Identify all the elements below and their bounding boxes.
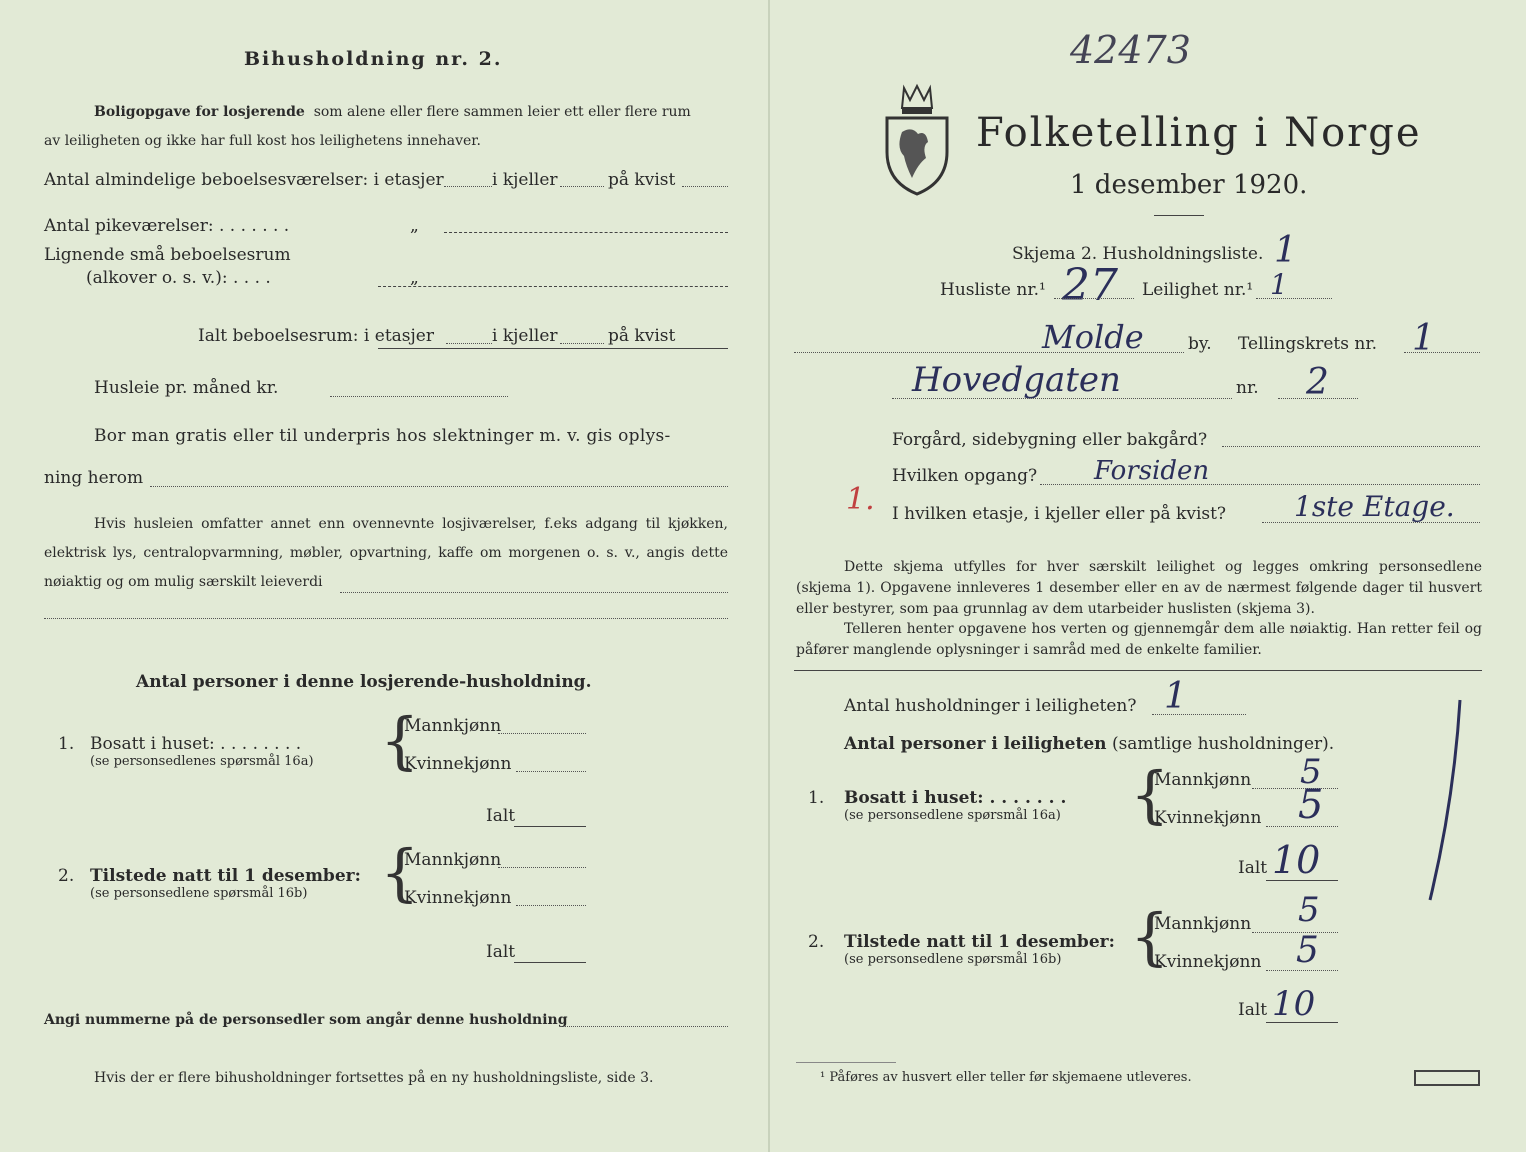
right-present-male-value: 5 (1298, 890, 1320, 930)
left-present-female-label: Kvinnekjønn (404, 888, 512, 908)
right-resident-label: Bosatt i huset: . . . . . . . (844, 788, 1067, 808)
street-value: Hovedgaten (912, 360, 1121, 400)
right-present-female-label: Kvinnekjønn (1154, 952, 1262, 972)
right-present-female-value: 5 (1296, 930, 1319, 971)
right-resident-note: (se personsedlene spørsmål 16a) (844, 808, 1061, 823)
right-present-female-field[interactable] (1266, 970, 1338, 971)
left-present-total-field[interactable] (514, 962, 586, 963)
free-rent-line1: Bor man gratis eller til underpris hos slektninger m. v. gis oplys- (94, 426, 671, 446)
right-resident-num: 1. (808, 788, 825, 808)
persons-heading: Antal personer i denne losjerende-husholdning. (136, 672, 592, 692)
right-resident-brace: { (1130, 758, 1170, 831)
right-present-label: Tilstede natt til 1 desember: (844, 932, 1115, 952)
right-resident-total-label: Ialt (1238, 858, 1268, 878)
angi-field[interactable] (560, 1026, 728, 1027)
check-stroke-icon (1410, 690, 1470, 910)
rent-label: Husleie pr. måned kr. (94, 378, 279, 398)
free-rent-field[interactable] (150, 486, 728, 487)
right-resident-female-value: 5 (1298, 782, 1324, 828)
street-nr-label: nr. (1236, 378, 1259, 398)
leieverdi-field[interactable] (340, 592, 728, 593)
form-title: Folketelling i Norge (976, 110, 1422, 156)
street-nr-field[interactable] (1278, 398, 1358, 399)
floor-value: 1ste Etage. (1294, 490, 1455, 523)
left-present-total-label: Ialt (486, 942, 516, 962)
apartment-label: Leilighet nr.¹ (1142, 280, 1254, 300)
right-resident-male-label: Mannkjønn (1154, 770, 1252, 790)
left-resident-male-field[interactable] (498, 733, 586, 734)
apartment-value: 1 (1270, 268, 1288, 301)
small-rooms-field[interactable] (378, 286, 728, 287)
rooms-kjeller-field[interactable] (560, 186, 604, 187)
schema-value: 1 (1274, 230, 1297, 271)
total-rooms-label: Ialt beboelsesrum: i etasjer (198, 326, 434, 346)
leieverdi-field-2[interactable] (44, 618, 728, 619)
maid-rooms-label: Antal pikeværelser: . . . . . . . (44, 216, 290, 236)
left-resident-label: Bosatt i huset: . . . . . . . . (90, 734, 302, 754)
left-resident-total-field[interactable] (514, 826, 586, 827)
district-field[interactable] (1404, 352, 1480, 353)
rooms-kvist-field[interactable] (682, 186, 728, 187)
floor-field[interactable] (1262, 522, 1480, 523)
small-rooms-label-a: Lignende små beboelsesrum (44, 245, 291, 265)
left-present-female-field[interactable] (516, 905, 586, 906)
footnote-rule (796, 1062, 896, 1063)
schema-label: Skjema 2. Husholdningsliste. (1012, 244, 1264, 264)
right-present-total-label: Ialt (1238, 1000, 1268, 1020)
free-rent-line2: ning herom (44, 468, 144, 488)
intro-line2: av leiligheten og ikke har full kost hos leilighetens innehaver. (44, 133, 481, 149)
district-label: Tellingskrets nr. (1238, 334, 1378, 354)
left-present-label: Tilstede natt til 1 desember: (90, 866, 361, 886)
persons-in-apartment: Antal personer i leiligheten (samtlige husholdninger). (844, 734, 1335, 754)
left-present-brace: { (380, 836, 420, 909)
left-resident-note: (se personsedlenes spørsmål 16a) (90, 754, 314, 769)
right-resident-male-value: 5 (1300, 752, 1322, 792)
right-resident-total-value: 10 (1272, 838, 1321, 882)
left-resident-female-label: Kvinnekjønn (404, 754, 512, 774)
left-present-male-field[interactable] (498, 867, 586, 868)
left-footer: Hvis der er flere bihusholdninger fortsettes på en ny husholdningsliste, side 3. (94, 1070, 654, 1086)
margin-mark: 1. (846, 482, 875, 517)
rooms-kjeller-label: i kjeller (492, 170, 558, 190)
rent-field[interactable] (330, 396, 508, 397)
left-resident-brace: { (380, 704, 420, 777)
rooms-etasjer-field[interactable] (444, 186, 492, 187)
small-rooms-ditto: „ (410, 268, 419, 288)
district-value: 1 (1412, 318, 1435, 359)
city-label: by. (1188, 334, 1212, 354)
rent-includes-note: Hvis husleien omfatter annet enn ovennevnte losjiværelser, f.eks adgang til kjøkken, elektrisk lys, centralopvarmning, møbler, opvartning, kaffe om morgenen o. s. v., angis dette nøiaktig og om mulig særskilt leieverdi (44, 516, 728, 590)
street-field[interactable] (892, 398, 1232, 399)
floor-label: I hvilken etasje, i kjeller eller på kvist? (892, 504, 1227, 524)
small-rooms-label-b: (alkover o. s. v.): . . . . (86, 268, 271, 288)
title-rule (1154, 215, 1204, 216)
right-present-male-label: Mannkjønn (1154, 914, 1252, 934)
left-present-num: 2. (58, 866, 75, 886)
street-nr-value: 2 (1306, 362, 1329, 403)
household-count-field[interactable] (1152, 714, 1246, 715)
instructions-2: Telleren henter opgavene hos verten og gjennemgår dem alle nøiaktig. Han retter feil og påfører manglende oplysninger i samråd med de enkelte familier. (796, 621, 1482, 658)
right-present-note: (se personsedlene spørsmål 16b) (844, 952, 1062, 967)
left-present-note: (se personsedlene spørsmål 16b) (90, 886, 308, 901)
form-date: 1 desember 1920. (1070, 170, 1308, 200)
left-resident-female-field[interactable] (516, 771, 586, 772)
left-heading: Bihusholdning nr. 2. (244, 48, 503, 70)
apartment-field[interactable] (1256, 298, 1332, 299)
intro-line1: Boligopgave for losjerende som alene eller flere sammen leier ett eller flere rum (94, 104, 691, 120)
total-kjeller-field[interactable] (560, 343, 604, 344)
left-resident-num: 1. (58, 734, 75, 754)
page-fold (768, 0, 770, 1152)
courtyard-field[interactable] (1222, 446, 1480, 447)
right-resident-female-label: Kvinnekjønn (1154, 808, 1262, 828)
instructions-1: Dette skjema utfylles for hver særskilt leilighet og legges omkring personsedlene (skjema 1). Opgavene innleveres 1 desember eller en av de nærmest følgende dager til husvert eller bestyrer, som paa grunnlag av dem utarbeider huslisten (skjema 3). (796, 559, 1482, 617)
house-list-value: 27 (1062, 260, 1118, 311)
entrance-field[interactable] (1040, 484, 1480, 485)
total-kvist-label: på kvist (608, 326, 676, 346)
maid-rooms-field[interactable] (444, 232, 728, 233)
total-underline (378, 348, 728, 349)
entrance-value: Forsiden (1094, 456, 1210, 486)
left-present-male-label: Mannkjønn (404, 850, 502, 870)
household-count-value: 1 (1164, 676, 1187, 717)
right-resident-male-field[interactable] (1252, 788, 1338, 789)
right-present-total-field[interactable] (1266, 1022, 1338, 1023)
left-resident-total-label: Ialt (486, 806, 516, 826)
house-list-field[interactable] (1054, 298, 1134, 299)
courtyard-label: Forgård, sidebygning eller bakgård? (892, 430, 1208, 450)
household-count-label: Antal husholdninger i leiligheten? (844, 696, 1137, 716)
city-field[interactable] (794, 352, 1184, 353)
total-kjeller-label: i kjeller (492, 326, 558, 346)
entrance-label: Hvilken opgang? (892, 466, 1038, 486)
rooms-label: Antal almindelige beboelsesværelser: i etasjer (44, 170, 444, 190)
right-present-brace: { (1130, 900, 1170, 973)
right-resident-female-field[interactable] (1266, 826, 1338, 827)
right-present-male-field[interactable] (1252, 932, 1338, 933)
coat-of-arms-icon (882, 82, 952, 198)
rooms-kvist-label: på kvist (608, 170, 676, 190)
city-value: Molde (1042, 318, 1144, 356)
total-etasjer-field[interactable] (446, 343, 492, 344)
right-present-num: 2. (808, 932, 825, 952)
maid-rooms-ditto: „ (410, 216, 419, 236)
printer-stamp (1414, 1070, 1480, 1086)
left-resident-male-label: Mannkjønn (404, 716, 502, 736)
house-list-label: Husliste nr.¹ (940, 280, 1046, 300)
right-resident-total-field[interactable] (1266, 880, 1338, 881)
right-present-total-value: 10 (1272, 984, 1316, 1024)
angi-label: Angi nummerne på de personsedler som angår denne husholdning (44, 1012, 568, 1028)
archive-number: 42473 (1070, 28, 1191, 72)
footnote: ¹ Påføres av husvert eller teller før skjemaene utleveres. (820, 1070, 1192, 1085)
instructions-rule (794, 670, 1482, 671)
